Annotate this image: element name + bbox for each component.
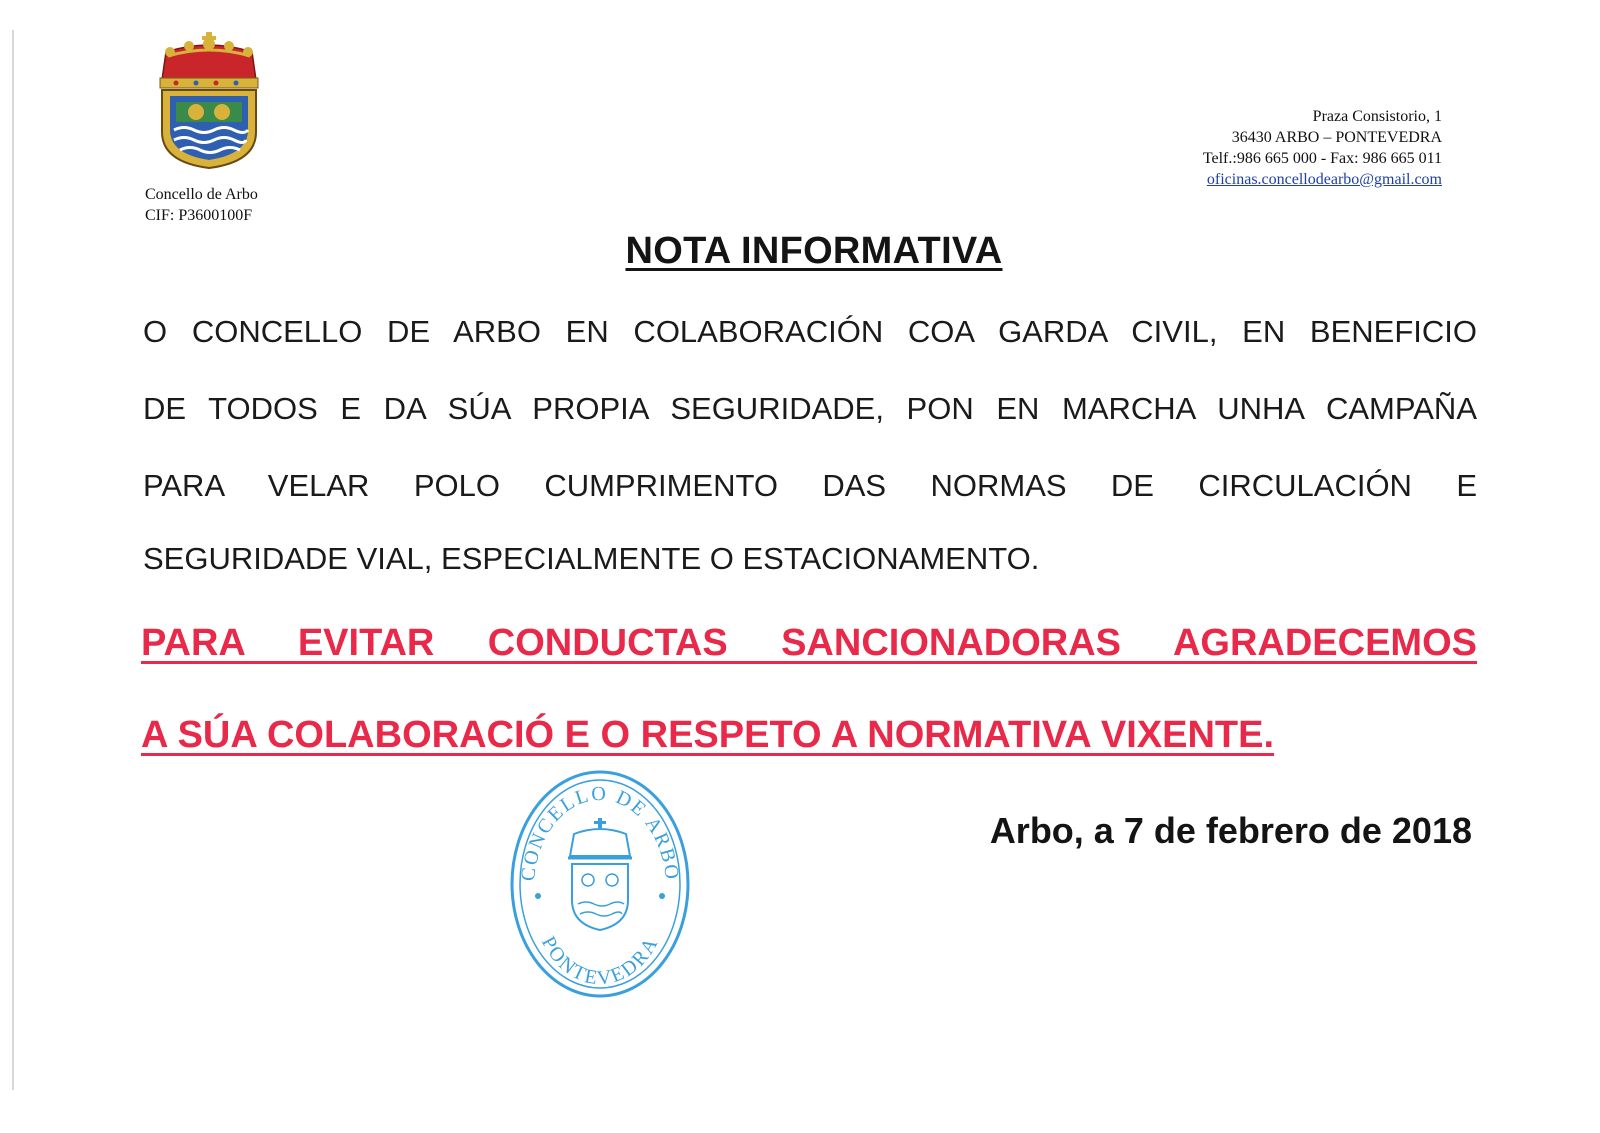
stamp-top-text: CONCELLO DE ARBO bbox=[517, 782, 683, 883]
notice-line-1: PARA EVITAR CONDUCTAS SANCIONADORAS AGRADECEMOS bbox=[141, 622, 1477, 664]
page-title: NOTA INFORMATIVA bbox=[625, 230, 1003, 272]
org-cif: CIF: P3600100F bbox=[145, 207, 253, 224]
page-edge bbox=[12, 30, 14, 1090]
body-line-2: DE TODOS E DA SÚA PROPIA SEGURIDADE, PON EN MARCHA UNHA CAMPAÑA bbox=[143, 391, 1477, 426]
page-title-wrap bbox=[0, 230, 1600, 273]
phone-fax: Telf.:986 665 000 - Fax: 986 665 011 bbox=[1202, 150, 1442, 167]
stamp-bottom-text: PONTEVEDRA bbox=[536, 932, 664, 990]
municipal-stamp-icon bbox=[506, 768, 694, 1000]
date-line: Arbo, a 7 de febrero de 2018 bbox=[989, 810, 1472, 851]
coat-of-arms-icon bbox=[156, 30, 262, 170]
address-line1: Praza Consistorio, 1 bbox=[1312, 108, 1442, 125]
body-line-1: O CONCELLO DE ARBO EN COLABORACIÓN COA GARDA CIVIL, EN BENEFICIO bbox=[143, 314, 1477, 349]
body-line-3: PARA VELAR POLO CUMPRIMENTO DAS NORMAS DE CIRCULACIÓN E bbox=[143, 468, 1477, 503]
address-line2: 36430 ARBO – PONTEVEDRA bbox=[1231, 129, 1442, 146]
org-name: Concello de Arbo bbox=[145, 186, 258, 203]
email-link[interactable]: oficinas.concellodearbo@gmail.com bbox=[1206, 171, 1442, 188]
body-line-4: SEGURIDADE VIAL, ESPECIALMENTE O ESTACIONAMENTO. bbox=[143, 541, 1040, 576]
org-info bbox=[145, 184, 258, 226]
address-block bbox=[1203, 106, 1442, 190]
notice-line-2: A SÚA COLABORACIÓ E O RESPETO A NORMATIVA VIXENTE. bbox=[141, 714, 1275, 756]
